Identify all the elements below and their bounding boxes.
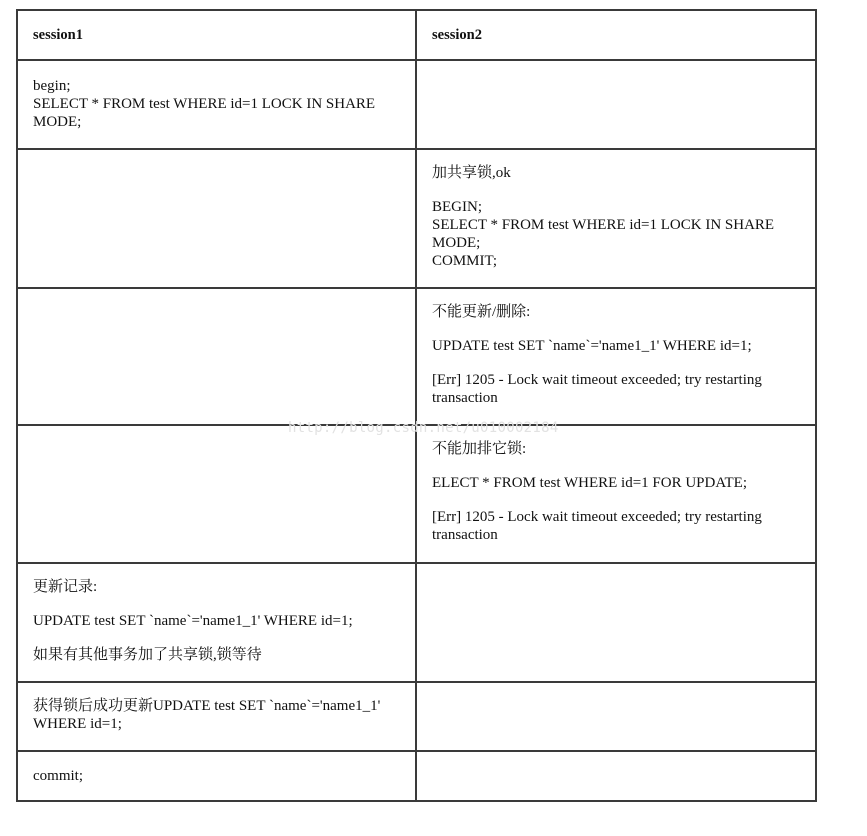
- header-label: session1: [33, 27, 83, 43]
- cell-text: UPDATE test SET `name`='name1_1' WHERE id=1;: [432, 338, 752, 354]
- cell-text: 不能更新/删除:: [432, 304, 531, 320]
- header-session1: [17, 10, 416, 60]
- cell-text: commit;: [33, 768, 83, 784]
- cell-session1: [17, 751, 416, 801]
- session-table: [16, 9, 817, 802]
- table-row: [17, 682, 816, 751]
- table-row: [17, 425, 816, 563]
- cell-session2: [416, 425, 816, 563]
- table-header-row: [17, 10, 816, 60]
- cell-session2: [416, 60, 816, 149]
- cell-text: [Err] 1205 - Lock wait timeout exceeded; try restarting transaction: [432, 509, 762, 543]
- header-label: session2: [432, 27, 482, 43]
- cell-text: [Err] 1205 - Lock wait timeout exceeded; try restarting transaction: [432, 372, 762, 406]
- cell-text: 加共享锁,ok: [432, 165, 511, 181]
- cell-session1: [17, 425, 416, 563]
- cell-session1: [17, 682, 416, 751]
- cell-text: 如果有其他事务加了共享锁,锁等待: [33, 647, 262, 663]
- cell-session1: [17, 149, 416, 288]
- cell-session2: [416, 682, 816, 751]
- watermark: http://blog.csdn.net/u010002184: [288, 420, 559, 436]
- cell-session2: [416, 563, 816, 682]
- cell-session2: [416, 149, 816, 288]
- table-row: [17, 288, 816, 425]
- cell-session1: [17, 563, 416, 682]
- cell-text: begin; SELECT * FROM test WHERE id=1 LOCK IN SHARE MODE;: [33, 78, 376, 130]
- cell-session2: [416, 288, 816, 425]
- cell-session1: [17, 60, 416, 149]
- cell-text: 获得锁后成功更新UPDATE test SET `name`='name1_1' WHERE id=1;: [33, 698, 381, 732]
- cell-session2: [416, 751, 816, 801]
- table-row: [17, 751, 816, 801]
- cell-text: 不能加排它锁:: [432, 441, 527, 457]
- table-row: [17, 149, 816, 288]
- cell-text: BEGIN; SELECT * FROM test WHERE id=1 LOCK IN SHARE MODE; COMMIT;: [432, 199, 775, 269]
- cell-text: ELECT * FROM test WHERE id=1 FOR UPDATE;: [432, 475, 748, 491]
- table-row: [17, 60, 816, 149]
- cell-text: UPDATE test SET `name`='name1_1' WHERE id=1;: [33, 613, 353, 629]
- table-row: [17, 563, 816, 682]
- header-session2: [416, 10, 816, 60]
- cell-session1: [17, 288, 416, 425]
- cell-text: 更新记录:: [33, 579, 98, 595]
